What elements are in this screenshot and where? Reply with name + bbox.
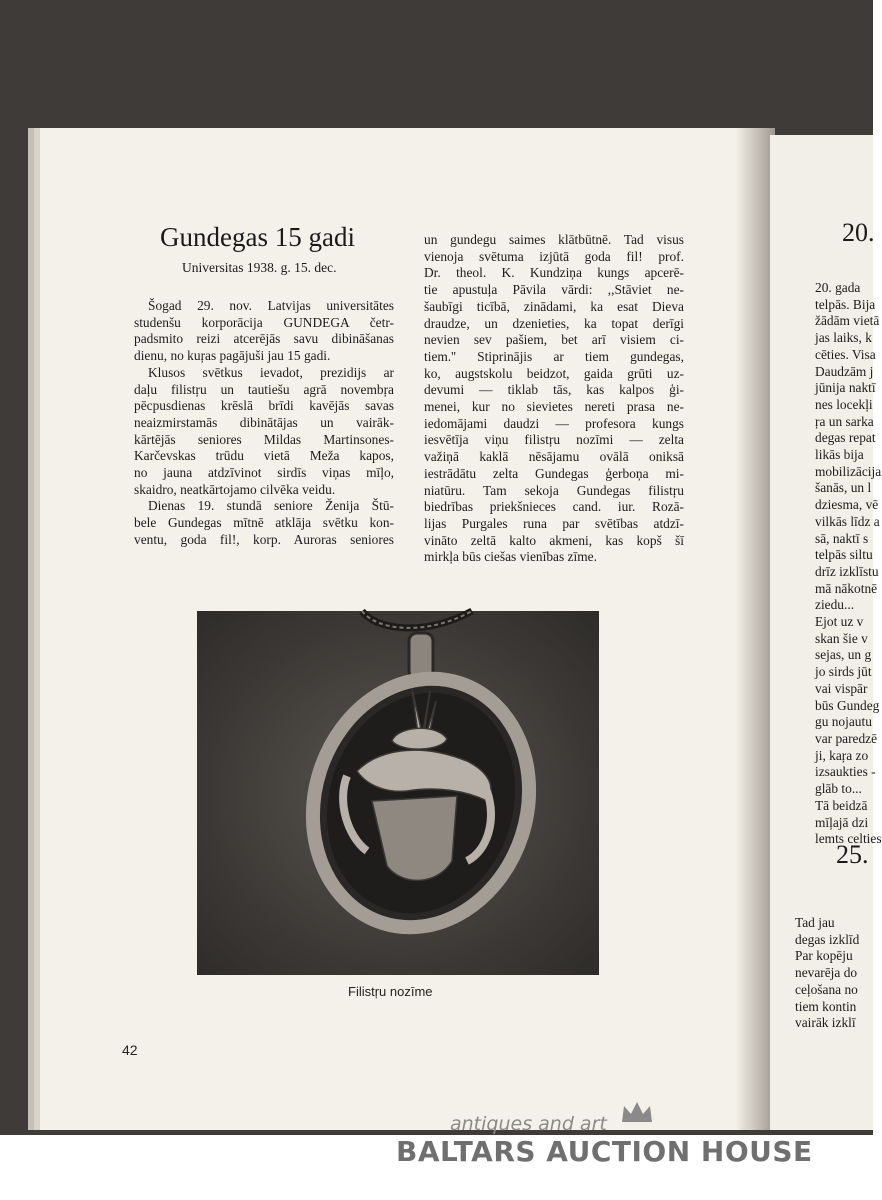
text-line: ziedu... [815,597,855,613]
text-line: Daudzām j [815,363,874,379]
text-line: tiem.'' Stiprinājis ar tiem gundegas, [424,348,684,364]
text-line: šaubīgi ticībā, zinādami, ka esat Dieva [424,298,684,314]
text-line: šanās, un l [815,480,872,496]
text-line: padsmito reizi atcerējās savu dibināšanas [134,331,394,347]
text-line: lemts celties [815,831,882,847]
text-line: niatūru. Tam sekoja Gundegas filistŗu [424,482,684,498]
text-line: ŗa un sarka [815,413,874,429]
text-line: neaizmirstamās dibinātājas un vairāk- [134,414,394,430]
text-line: ceļošana no [795,981,858,997]
text-line: izsaukties - [815,764,876,780]
right-page-column-b [795,915,859,1032]
text-line: telpās siltu [815,547,873,563]
text-line: nes locekļi [815,396,873,412]
text-line: būs Gundeg [815,697,880,713]
text-line: un gundegu saimes klātbūtnē. Tad visus [424,232,684,247]
text-line: studenšu korporācija GUNDEGA četr- [134,314,394,330]
text-line: pēcpusdienas krēslā brīdi kavējās savas [134,398,394,414]
text-line: iesvētīja viņu filistŗu nozīmi — zelta [424,432,684,448]
text-line: mā nākotnē [815,580,878,596]
text-line: nevien sev pašiem, bet arī visiem ci- [424,332,684,348]
text-line: sā, naktī s [815,530,869,546]
text-line: žādām vietā [815,313,880,329]
text-line: dienu, no kuŗas pagājuši jau 15 gadi. [134,348,331,364]
text-line: ko, augstskolu beidzot, gaida grūti uz- [424,365,684,381]
text-column-1 [134,298,394,549]
text-line: kārtējās seniores Mildas Martinsones- [134,431,394,447]
text-line: Karčevskas trūdu vietā Meža kapos, [134,448,394,464]
text-line: tiem kontin [795,998,857,1014]
text-line: skaidro, neatkārtojamo cilvēka veidu. [134,481,336,497]
text-line: Tā beidzā [815,797,868,813]
text-line: dziesma, vē [815,497,879,513]
text-line: Tad jau [795,915,835,930]
text-line: vienoja svētuma izjūtā goda fil! prof. [424,248,684,264]
text-line: Dr. theol. K. Kundziņa kungs apcerē- [424,265,684,281]
text-line: ji, kaŗa zo [815,747,869,763]
text-line: vai vispār [815,680,868,696]
text-line: tie apustuļa Pāvila vārdi: ,,Stāviet ne- [424,282,684,298]
text-line: no jauna atdzīvinot sirdīs viņas mīļo, [134,465,394,481]
article-title: Gundegas 15 gadi [160,222,355,252]
text-line: var paredzē [815,730,878,746]
text-column-2 [424,232,684,566]
text-line: biedrības priekšnieces cand. iur. Rozā- [424,499,684,515]
pendant-illustration [197,611,599,975]
watermark-tagline: antiques and art [450,1113,607,1135]
text-line: mīļajā dzi [815,814,869,830]
text-line: vairāk izklī [795,1015,856,1031]
text-line: sejas, un g [815,647,872,663]
right-page-heading-2: 25. [836,840,869,869]
text-line: Ejot uz v [815,614,864,630]
right-page-column-a [815,280,882,848]
article-subtitle: Universitas 1938. g. 15. dec. [182,260,337,275]
text-line: gu nojautu [815,714,872,730]
text-line: bele Gundegas mītnē atklāja svētku kon- [134,515,394,531]
text-line: telpās. Bija [815,296,876,312]
text-line: drīz izklīstu [815,563,879,579]
text-line: vināto zeltā kalto akmeni, kas kopš šī [424,532,684,548]
text-line: Šogad 29. nov. Latvijas universitātes [148,298,394,313]
text-line: mirkļa būs ciešas vienības zīme. [424,549,597,565]
text-line: Par kopēju [795,948,853,964]
text-line: jas laiks, k [815,330,872,346]
text-line: ventu, goda fil!, korp. Auroras seniores [134,531,394,547]
book-gutter [735,128,775,1130]
text-line: iestrādātu zelta Gundegas ģerboņa mi- [424,465,684,481]
text-line: menei, kur no sievietes nereti prasa ne- [424,399,684,415]
text-line: daļu filistŗu un tautiešu agrā novembŗa [134,381,394,397]
page-number: 42 [122,1042,138,1058]
watermark-brand: BALTARS AUCTION HOUSE [396,1135,813,1168]
crown-icon [620,1100,654,1124]
text-line: Dienas 19. stundā seniore Ženija Štū- [148,498,394,514]
text-line: devumi — tiklab tās, kas kalpos ģi- [424,382,684,398]
text-line: degas izklīd [795,931,860,947]
text-line: degas repat [815,430,876,446]
photo-caption: Filistŗu nozīme [348,984,433,999]
text-line: mobilizācija [815,463,882,479]
right-page-heading-1: 20. [842,218,875,247]
text-line: Klusos svētkus ievadot, prezidijs ar [148,364,394,380]
text-line: jo sirds jūt [815,664,872,680]
right-page [770,135,882,1130]
text-line: 20. gada [815,280,861,295]
text-line: lijas Purgales runa par svētības atdzī- [424,515,684,531]
text-line: draudze, un dzenieties, ka topat derīgi [424,315,684,331]
text-line: glāb to... [815,781,862,797]
text-line: iedomājami daudzi — profesora kungs [424,415,684,431]
text-line: skan šie v [815,630,868,646]
text-line: vilkās līdz a [815,513,880,529]
text-line: nevarēja do [795,965,858,981]
text-line: jūnija naktī [815,380,876,396]
text-line: važiņā kaklā nēsājamu ovālā oniksā [424,449,684,465]
pendant-photo [197,611,599,975]
text-line: likās bija [815,447,864,463]
text-line: cēties. Visa [815,346,876,362]
